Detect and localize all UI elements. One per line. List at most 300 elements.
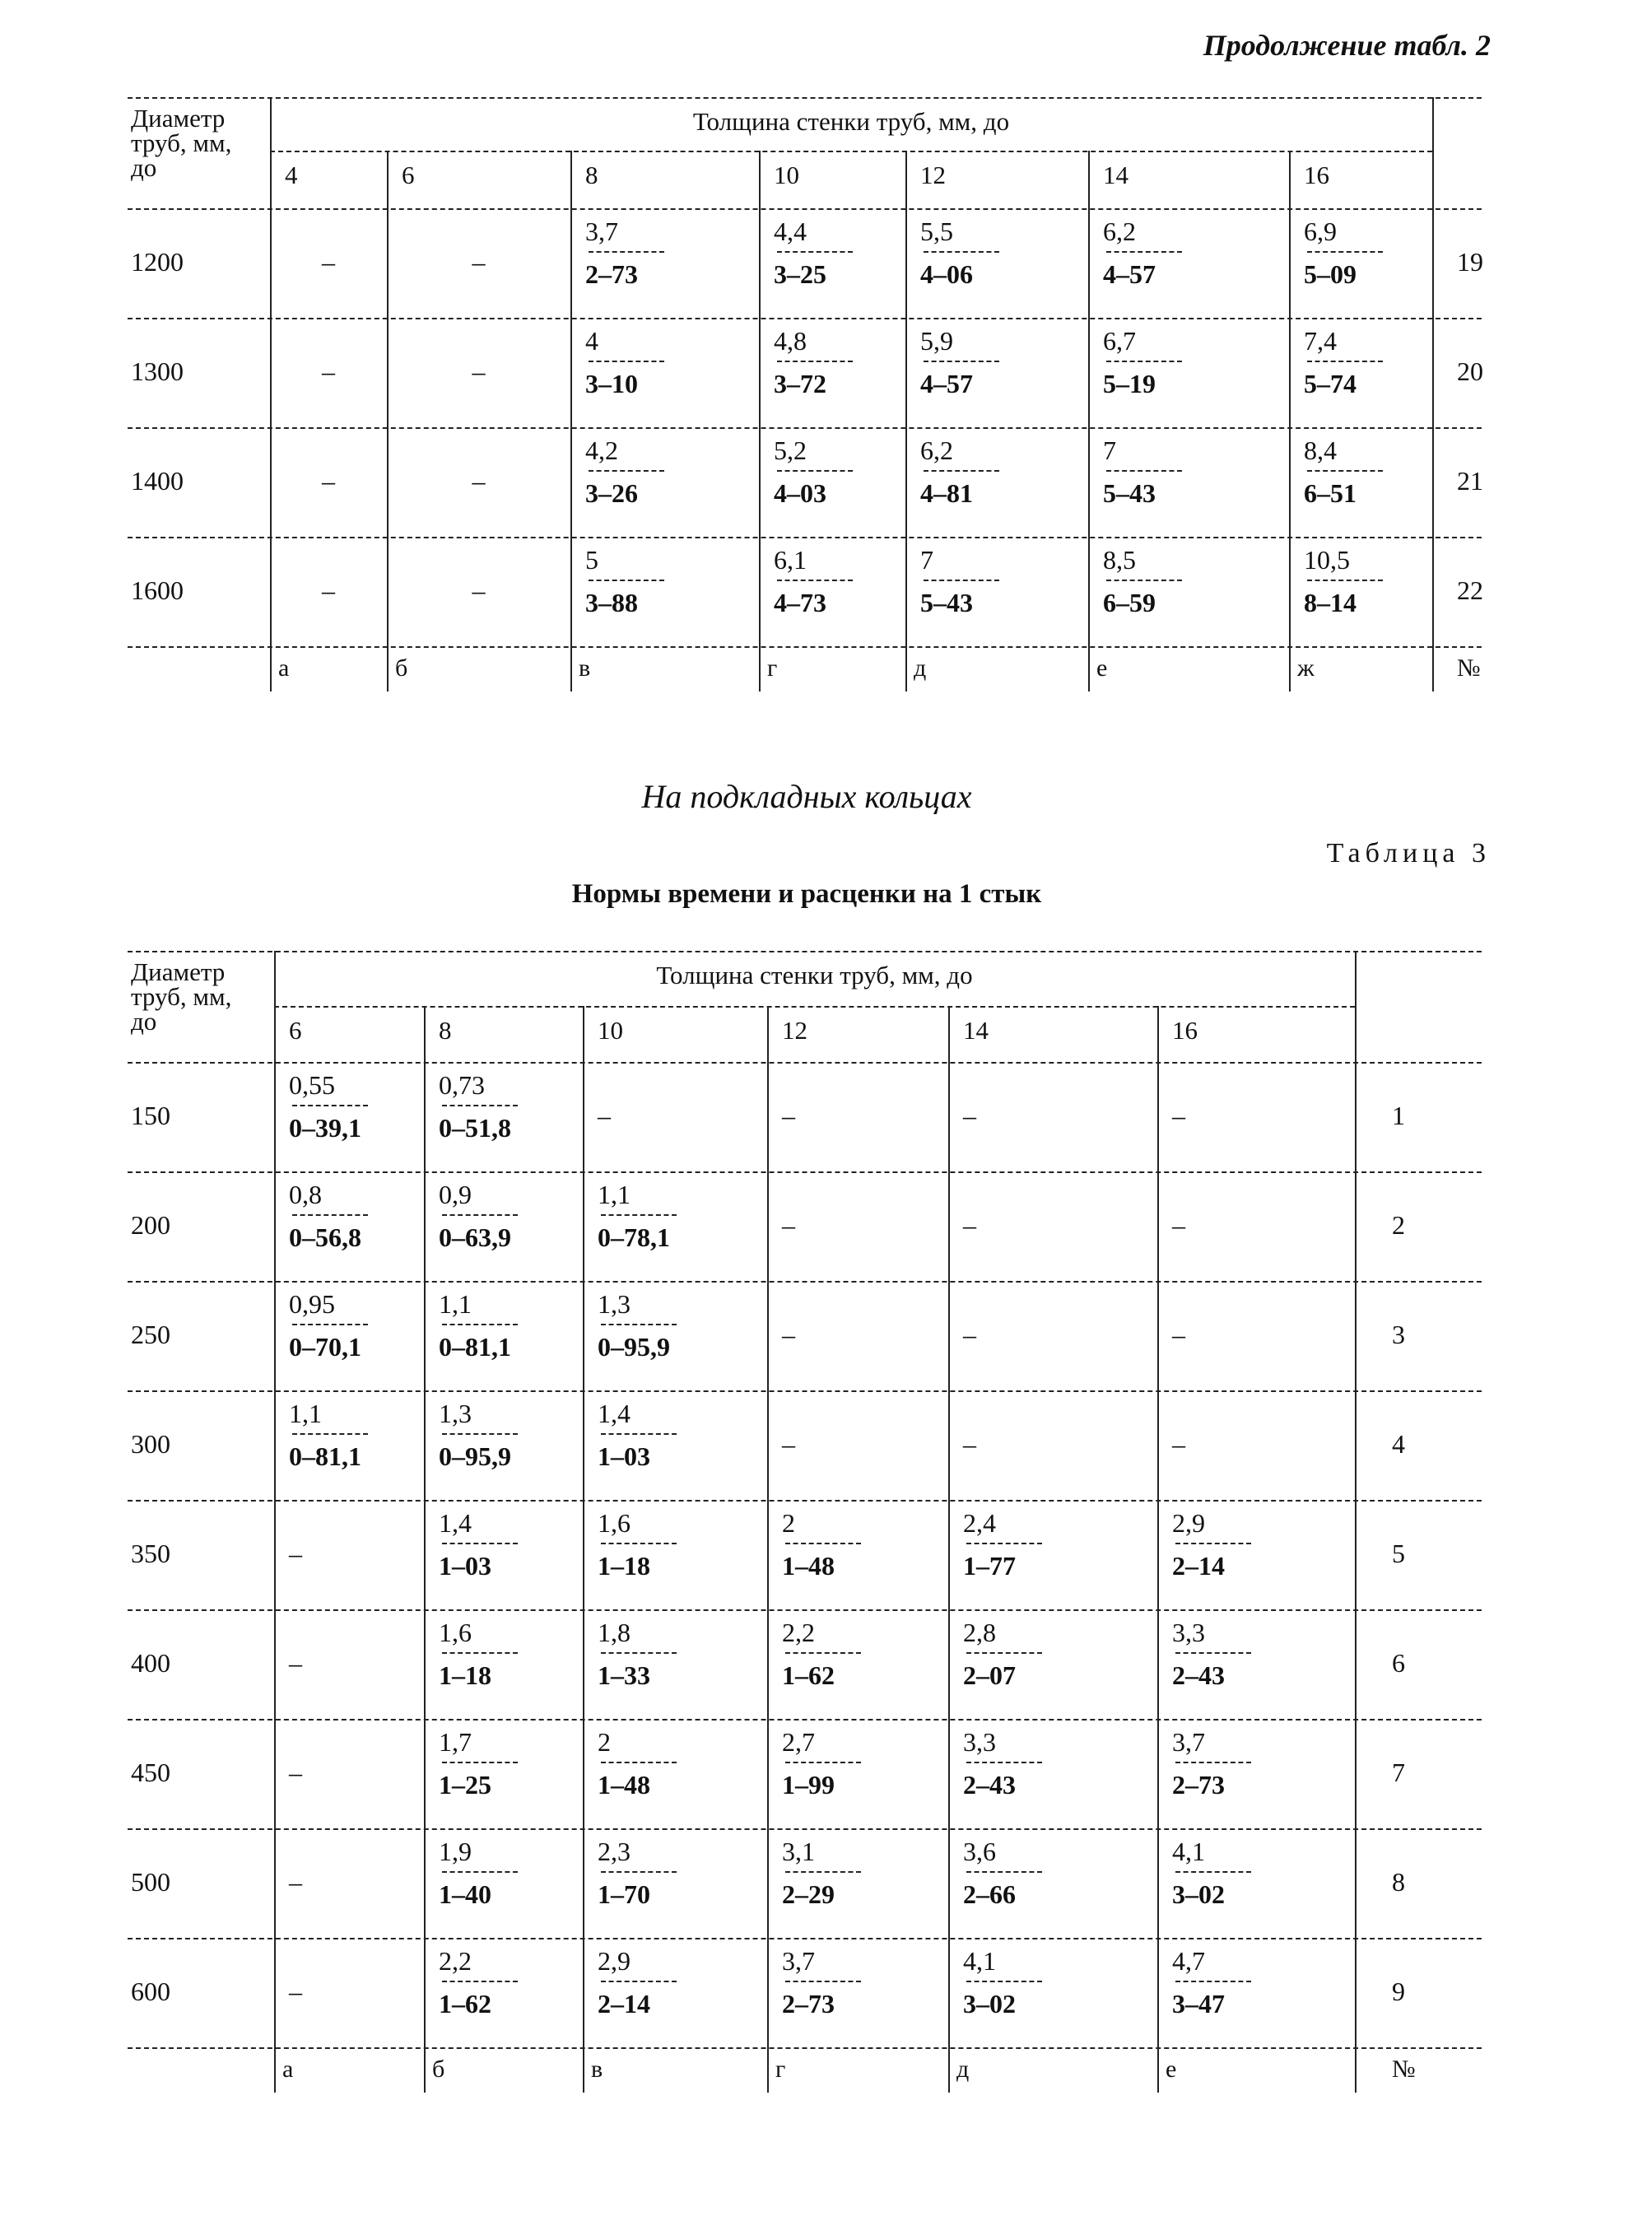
rate-price: 8–14 [1304,588,1357,617]
table-rule [128,1828,1482,1830]
rate-price: 6–51 [1304,478,1357,508]
rate-fraction [439,1616,518,1692]
fraction-bar [589,361,664,362]
fraction-bar [1175,1652,1251,1654]
empty-cell: – [289,1757,302,1787]
rate-price: 0–81,1 [289,1441,361,1471]
rate-price: 4–57 [920,369,973,398]
rate-price: 3–02 [1172,1879,1225,1909]
fraction-bar [1307,251,1383,253]
fraction-bar [924,251,999,253]
rate-fraction [1172,1725,1251,1801]
rate-price: 5–43 [1103,478,1156,508]
fraction-bar [924,470,999,472]
column-letter: г [775,2056,786,2083]
column-letter: д [956,2056,970,2083]
fraction-bar [966,1871,1042,1873]
fraction-bar [1106,580,1182,581]
thickness-column-12: 12 [782,1016,807,1045]
empty-cell: – [472,356,486,386]
time-norm: 1,7 [439,1727,472,1757]
empty-cell: – [289,1538,302,1568]
table-rule [270,151,1432,152]
thickness-column-16: 16 [1172,1016,1198,1045]
row-number: 5 [1392,1538,1405,1568]
time-norm: 2,9 [1172,1508,1205,1538]
rate-fraction [598,1397,677,1473]
diameter-header: до [131,153,157,182]
rate-price: 1–03 [439,1551,491,1581]
empty-cell: – [322,356,335,386]
fraction-bar [601,1652,677,1654]
column-divider [387,151,389,691]
empty-cell: – [963,1428,976,1459]
rate-fraction [1304,324,1383,400]
rate-fraction [774,324,853,400]
diameter-value: 200 [131,1209,170,1240]
column-divider [570,151,572,691]
table-rule [128,208,1482,210]
fraction-bar [777,580,853,581]
diameter-header: труб, мм, [131,982,232,1011]
rate-price: 2–07 [963,1660,1016,1690]
diameter-value: 400 [131,1647,170,1678]
time-norm: 5,5 [920,217,953,246]
rate-price: 2–29 [782,1879,835,1909]
rate-price: 0–95,9 [598,1332,670,1362]
rate-fraction [1103,543,1182,619]
time-norm: 7 [1103,435,1116,465]
rate-price: 0–56,8 [289,1222,361,1252]
table-rule [128,1171,1482,1173]
column-divider [1289,151,1291,691]
time-norm: 4,1 [1172,1837,1205,1866]
time-norm: 6,1 [774,545,807,575]
rate-fraction [1103,215,1182,291]
rate-price: 4–57 [1103,259,1156,289]
rate-price: 5–19 [1103,369,1156,398]
fraction-bar [785,1981,861,1982]
column-divider [424,1006,426,2093]
rate-price: 2–14 [1172,1551,1225,1581]
rate-fraction [598,1944,677,2020]
empty-cell: – [1172,1319,1185,1349]
time-norm: 3,1 [782,1837,815,1866]
rate-fraction [289,1069,368,1144]
rate-fraction [585,324,664,400]
rate-fraction [439,1944,518,2020]
time-norm: 1,8 [598,1618,631,1647]
fraction-bar [966,1981,1042,1982]
rate-price: 0–39,1 [289,1113,361,1143]
fraction-bar [442,1324,518,1325]
rate-price: 0–51,8 [439,1113,511,1143]
rate-fraction [439,1178,518,1254]
rate-fraction [289,1397,368,1473]
table-rule [128,2047,1482,2049]
fraction-bar [442,1871,518,1873]
rate-price: 0–70,1 [289,1332,361,1362]
rate-price: 1–70 [598,1879,650,1909]
rate-fraction [289,1287,368,1363]
table-rule [274,1006,1355,1008]
empty-cell: – [322,465,335,496]
table-rule [128,1062,1482,1064]
time-norm: 6,2 [1103,217,1136,246]
fraction-bar [589,580,664,581]
rate-fraction [598,1178,677,1254]
time-norm: 4 [585,326,598,356]
table-rule [128,318,1482,319]
thickness-column-8: 8 [439,1016,452,1045]
rate-price: 1–62 [439,1989,491,2018]
fraction-bar [777,361,853,362]
rate-fraction [439,1397,518,1473]
rate-fraction [585,543,664,619]
time-norm: 2,9 [598,1946,631,1976]
fraction-bar [601,1871,677,1873]
fraction-bar [442,1543,518,1544]
row-number: 1 [1392,1100,1405,1130]
rate-price: 2–73 [782,1989,835,2018]
row-number: 9 [1392,1976,1405,2006]
row-number: 19 [1457,246,1483,277]
table-number: Таблица 3 [1326,838,1491,868]
rate-price: 4–81 [920,478,973,508]
time-norm: 2,4 [963,1508,996,1538]
thickness-column-6: 6 [289,1016,302,1045]
rate-fraction [920,324,999,400]
rate-price: 2–66 [963,1879,1016,1909]
time-norm: 1,4 [439,1508,472,1538]
rate-fraction [782,1506,861,1582]
diameter-header: Диаметр [131,957,226,986]
fraction-bar [442,1762,518,1763]
time-norm: 3,7 [1172,1727,1205,1757]
empty-cell: – [472,575,486,605]
diameter-header: Диаметр [131,104,226,133]
table-rule [128,1719,1482,1720]
time-norm: 2 [782,1508,795,1538]
rate-fraction [439,1835,518,1911]
rate-fraction [439,1506,518,1582]
time-norm: 8,5 [1103,545,1136,575]
fraction-bar [1175,1543,1251,1544]
rate-price: 2–73 [585,259,638,289]
empty-cell: – [782,1428,795,1459]
rate-fraction [963,1944,1042,2020]
fraction-bar [1175,1871,1251,1873]
fraction-bar [777,470,853,472]
fraction-bar [966,1543,1042,1544]
rate-price: 0–78,1 [598,1222,670,1252]
time-norm: 3,6 [963,1837,996,1866]
diameter-value: 300 [131,1428,170,1459]
rate-price: 1–77 [963,1551,1016,1581]
continuation-title: Продолжение табл. 2 [1203,29,1491,62]
fraction-bar [442,1433,518,1435]
rate-price: 5–43 [920,588,973,617]
empty-cell: – [963,1209,976,1240]
time-norm: 2,7 [782,1727,815,1757]
rate-fraction [774,434,853,510]
fraction-bar [785,1543,861,1544]
empty-cell: – [322,246,335,277]
diameter-value: 1300 [131,356,184,386]
time-norm: 2 [598,1727,611,1757]
fraction-bar [601,1214,677,1216]
column-divider [905,151,907,691]
rate-price: 0–81,1 [439,1332,511,1362]
rate-fraction [439,1725,518,1801]
empty-cell: – [472,465,486,496]
diameter-value: 250 [131,1319,170,1349]
column-letter: ж [1297,654,1315,682]
rate-fraction [585,215,664,291]
time-norm: 0,8 [289,1180,322,1209]
thickness-column-4: 4 [285,161,298,189]
time-norm: 4,8 [774,326,807,356]
rate-fraction [920,434,999,510]
table-rule [128,1938,1482,1939]
fraction-bar [966,1762,1042,1763]
rate-price: 3–26 [585,478,638,508]
fraction-bar [1307,470,1383,472]
rate-fraction [598,1287,677,1363]
row-number: 2 [1392,1209,1405,1240]
column-letter: а [278,654,290,682]
fraction-bar [589,470,664,472]
column-divider [1432,97,1434,691]
rate-fraction [598,1725,677,1801]
diameter-value: 500 [131,1866,170,1897]
thickness-column-10: 10 [774,161,799,189]
thickness-column-16: 16 [1304,161,1329,189]
thickness-column-6: 6 [402,161,415,189]
column-letter: а [282,2056,294,2083]
time-norm: 5 [585,545,598,575]
fraction-bar [292,1105,368,1106]
column-divider [767,1006,769,2093]
diameter-value: 1400 [131,465,184,496]
empty-cell: – [472,246,486,277]
time-norm: 0,73 [439,1070,485,1100]
column-letter: № [1457,654,1481,682]
rate-price: 4–03 [774,478,826,508]
fraction-bar [777,251,853,253]
diameter-value: 450 [131,1757,170,1787]
rate-price: 1–99 [782,1770,835,1800]
rate-fraction [1172,1944,1251,2020]
time-norm: 7,4 [1304,326,1337,356]
fraction-bar [601,1324,677,1325]
fraction-bar [1307,580,1383,581]
table-caption: Нормы времени и расценки на 1 стык [571,879,1042,909]
fraction-bar [1106,361,1182,362]
column-letter: в [591,2056,603,2083]
thickness-column-14: 14 [1103,161,1128,189]
row-number: 7 [1392,1757,1405,1787]
rate-price: 4–06 [920,259,973,289]
time-norm: 2,2 [439,1946,472,1976]
fraction-bar [924,361,999,362]
rate-fraction [289,1178,368,1254]
fraction-bar [442,1652,518,1654]
time-norm: 0,55 [289,1070,335,1100]
rate-fraction [774,543,853,619]
time-norm: 5,9 [920,326,953,356]
empty-cell: – [598,1100,611,1130]
diameter-header: до [131,1007,157,1036]
rate-fraction [1172,1616,1251,1692]
time-norm: 2,2 [782,1618,815,1647]
column-divider [270,97,272,691]
fraction-bar [442,1981,518,1982]
row-number: 4 [1392,1428,1405,1459]
fraction-bar [924,580,999,581]
rate-price: 5–74 [1304,369,1357,398]
row-number: 21 [1457,465,1483,496]
rate-fraction [439,1287,518,1363]
time-norm: 1,1 [289,1399,322,1428]
rate-fraction [920,543,999,619]
thickness-column-10: 10 [598,1016,623,1045]
rate-price: 1–18 [439,1660,491,1690]
rate-price: 3–88 [585,588,638,617]
empty-cell: – [782,1319,795,1349]
rate-price: 2–14 [598,1989,650,2018]
fraction-bar [966,1652,1042,1654]
time-norm: 3,3 [1172,1618,1205,1647]
rate-fraction [585,434,664,510]
time-norm: 1,9 [439,1837,472,1866]
fraction-bar [1175,1981,1251,1982]
column-divider [1157,1006,1159,2093]
rate-price: 0–95,9 [439,1441,511,1471]
time-norm: 1,6 [439,1618,472,1647]
column-letter: № [1392,2056,1416,2083]
row-number: 8 [1392,1866,1405,1897]
rate-price: 6–59 [1103,588,1156,617]
rate-price: 1–62 [782,1660,835,1690]
fraction-bar [601,1433,677,1435]
fraction-bar [1175,1762,1251,1763]
table-rule [128,1390,1482,1392]
empty-cell: – [963,1319,976,1349]
diameter-header: труб, мм, [131,128,232,157]
time-norm: 0,9 [439,1180,472,1209]
diameter-value: 1200 [131,246,184,277]
row-number: 6 [1392,1647,1405,1678]
table-rule [128,1281,1482,1283]
fraction-bar [292,1324,368,1325]
time-norm: 6,9 [1304,217,1337,246]
rate-price: 1–33 [598,1660,650,1690]
thickness-header: Толщина стенки труб, мм, до [692,107,1010,136]
diameter-value: 600 [131,1976,170,2006]
rate-fraction [598,1835,677,1911]
empty-cell: – [782,1209,795,1240]
time-norm: 4,1 [963,1946,996,1976]
rate-fraction [1304,543,1383,619]
rate-price: 2–43 [1172,1660,1225,1690]
rate-price: 2–73 [1172,1770,1225,1800]
column-letter: б [395,654,408,682]
rate-price: 1–48 [598,1770,650,1800]
rate-price: 5–09 [1304,259,1357,289]
rate-price: 1–40 [439,1879,491,1909]
row-number: 22 [1457,575,1483,605]
rate-fraction [774,215,853,291]
section-title: На подкладных кольцах [641,778,972,815]
table-rule [128,1500,1482,1502]
rate-price: 3–10 [585,369,638,398]
column-divider [1355,951,1357,2093]
time-norm: 1,1 [439,1289,472,1319]
diameter-value: 1600 [131,575,184,605]
thickness-column-8: 8 [585,161,598,189]
column-letter: в [579,654,591,682]
fraction-bar [785,1652,861,1654]
row-number: 3 [1392,1319,1405,1349]
rate-fraction [1172,1506,1251,1582]
table-rule [128,951,1482,952]
empty-cell: – [1172,1100,1185,1130]
rate-price: 3–72 [774,369,826,398]
column-letter: е [1166,2056,1177,2083]
row-number: 20 [1457,356,1483,386]
time-norm: 3,7 [585,217,618,246]
rate-fraction [1172,1835,1251,1911]
time-norm: 2,3 [598,1837,631,1866]
empty-cell: – [782,1100,795,1130]
empty-cell: – [322,575,335,605]
rate-price: 4–73 [774,588,826,617]
rate-price: 3–47 [1172,1989,1225,2018]
time-norm: 10,5 [1304,545,1350,575]
rate-price: 3–02 [963,1989,1016,2018]
time-norm: 1,3 [439,1399,472,1428]
rate-fraction [1103,324,1182,400]
rate-fraction [598,1616,677,1692]
rate-price: 3–25 [774,259,826,289]
rate-fraction [782,1616,861,1692]
fraction-bar [601,1981,677,1982]
table-rule [128,427,1482,429]
time-norm: 3,7 [782,1946,815,1976]
time-norm: 4,4 [774,217,807,246]
column-letter: г [767,654,778,682]
time-norm: 6,7 [1103,326,1136,356]
time-norm: 1,6 [598,1508,631,1538]
empty-cell: – [1172,1209,1185,1240]
thickness-header: Толщина стенки труб, мм, до [656,961,973,989]
time-norm: 1,3 [598,1289,631,1319]
column-letter: д [914,654,927,682]
empty-cell: – [289,1647,302,1678]
time-norm: 3,3 [963,1727,996,1757]
rate-fraction [782,1944,861,2020]
rate-fraction [439,1069,518,1144]
rate-fraction [963,1725,1042,1801]
fraction-bar [1106,251,1182,253]
rate-fraction [963,1506,1042,1582]
column-divider [948,1006,950,2093]
fraction-bar [785,1871,861,1873]
time-norm: 4,2 [585,435,618,465]
column-divider [274,951,276,2093]
rate-price: 2–43 [963,1770,1016,1800]
